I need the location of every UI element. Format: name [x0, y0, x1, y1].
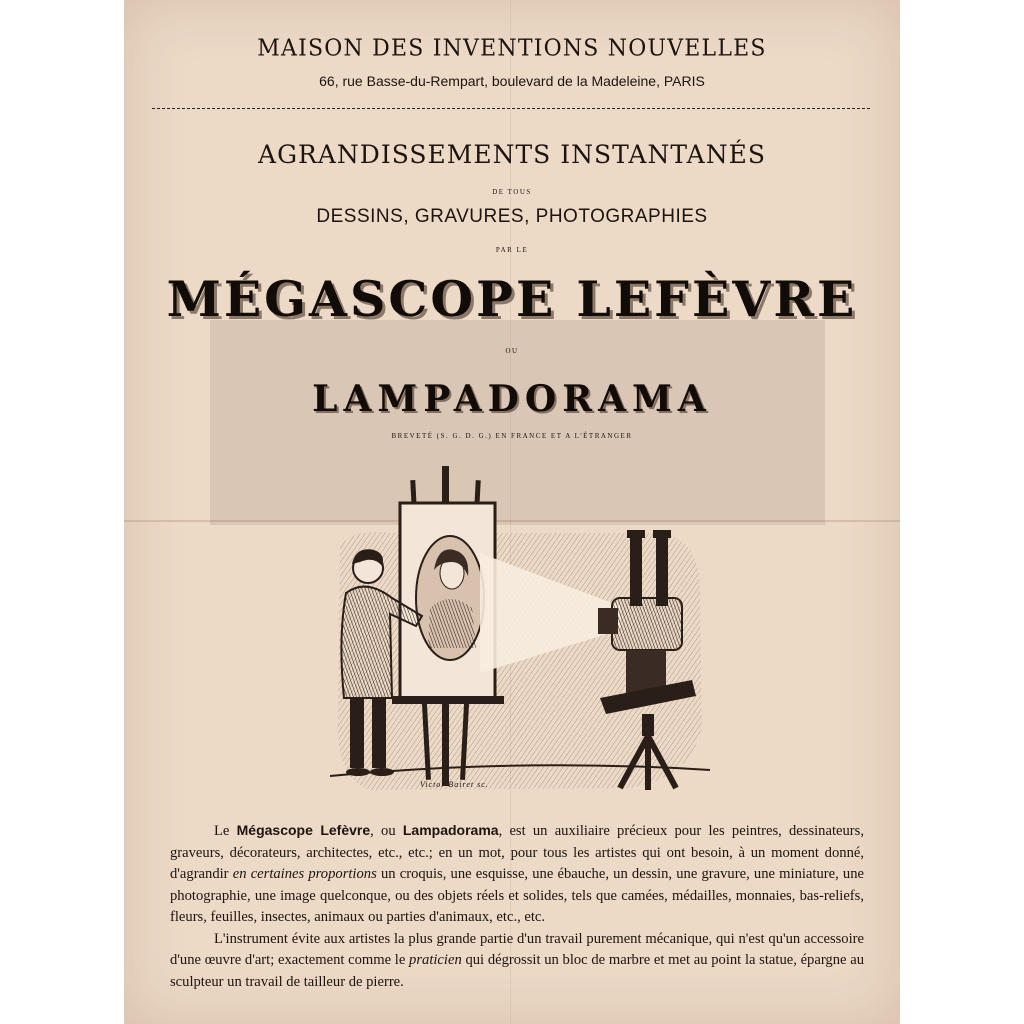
text-fragment: L'instrument évite aux artistes la plus grande partie d'un travail purement mécanique, qui n'est qu'un accessoire d'une œuvre d'art; exactement comme le — [170, 930, 864, 968]
text-fragment: , est un auxiliaire précieux pour les peintres, dessinateurs, graveurs, décorateurs, architectes, etc., etc.; en un mot, pour tous les artistes qui ont besoin, à un moment donné, d'agrandir — [170, 823, 864, 882]
paragraph-2 — [170, 929, 864, 994]
description-text — [170, 820, 864, 993]
text-fragment: Le — [214, 823, 237, 839]
emphasis-text: en certaines proportions — [232, 866, 377, 882]
house-address: 66, rue Basse-du-Rempart, boulevard de la Madeleine, PARIS — [319, 73, 705, 89]
connector-de-tous: DE TOUS — [492, 188, 532, 196]
header-divider — [152, 108, 870, 109]
artist-projector-engraving — [330, 458, 710, 798]
product-title: MÉGASCOPE LEFÈVRE — [166, 270, 858, 328]
advertisement-sheet — [124, 0, 900, 1024]
headline-enlargements: AGRANDISSEMENTS INSTANTANÉS — [258, 140, 766, 169]
text-fragment: , ou — [370, 823, 403, 839]
paragraph-1 — [170, 820, 864, 929]
patent-notice: BREVETÉ (S. G. D. G.) EN FRANCE ET A L'ÉTRANGER — [391, 432, 633, 440]
headline-subjects: DESSINS, GRAVURES, PHOTOGRAPHIES — [316, 206, 708, 227]
connector-par-le: PAR LE — [495, 246, 529, 254]
product-name-bold: Mégascope Lefèvre — [236, 822, 371, 838]
connector-ou: OU — [505, 347, 519, 355]
house-name: MAISON DES INVENTIONS NOUVELLES — [257, 35, 767, 62]
alt-name-bold: Lampadorama — [402, 822, 499, 838]
text-fragment: qui dégrossit un bloc de marbre et met au point la statue, épargne au sculpteur un travail de tailleur de pierre. — [170, 952, 864, 990]
text-fragment: un croquis, une esquisse, une ébauche, un dessin, une gravure, une miniature, une photographie, une image quelconque, ou des objets réels et solides, tels que camées, médailles, monnaies, bas-reliefs, fleurs, feuilles, insectes, animaux ou parties d'animaux, etc., etc. — [170, 866, 864, 925]
emphasis-text: praticien — [409, 952, 462, 968]
engraver-signature: Victor Bairet sc. — [420, 780, 489, 789]
product-alt-title: LAMPADORAMA — [312, 378, 712, 420]
engraving-illustration — [330, 458, 710, 798]
